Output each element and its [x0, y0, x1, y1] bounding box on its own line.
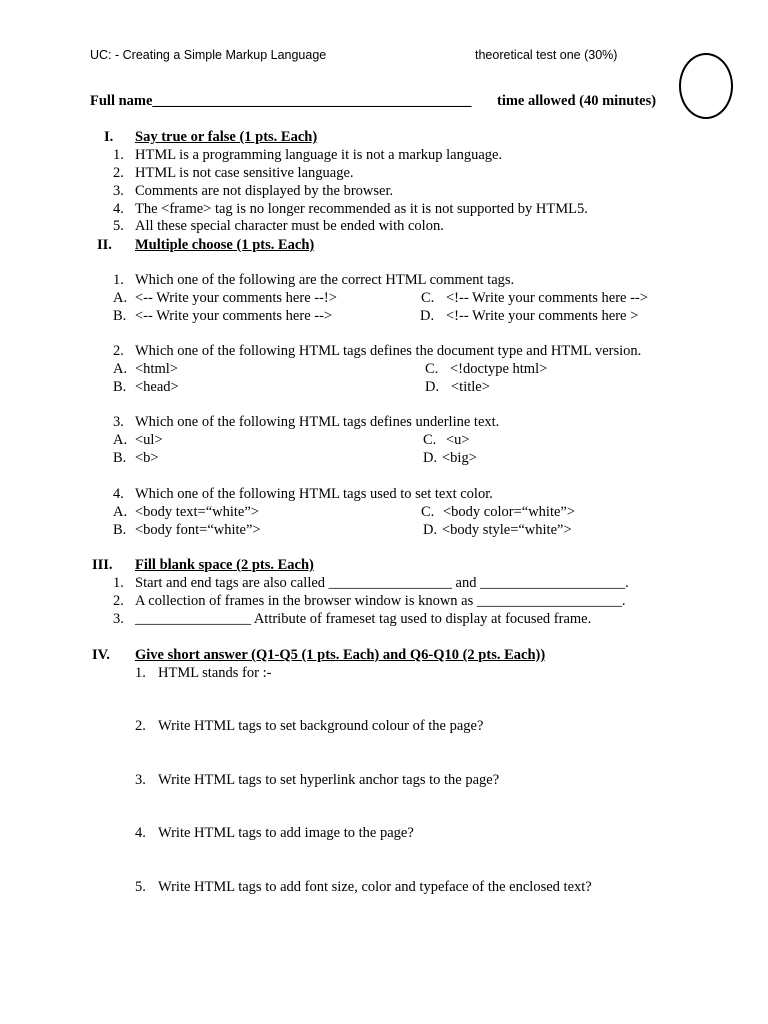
mc-option-text: <ul> [135, 432, 163, 448]
section-1-numeral: I. [104, 129, 114, 145]
mc-option-text: <b> [135, 450, 159, 466]
s1-item-text: The <frame> tag is no longer recommended as it is not supported by HTML5. [135, 201, 588, 217]
mc-option-letter: C. [423, 432, 437, 448]
s4-item-text: Write HTML tags to add font size, color and typeface of the enclosed text? [158, 879, 592, 895]
mc-option-text: <title> [451, 379, 490, 395]
s4-item-number: 5. [135, 879, 146, 895]
section-2-numeral: II. [97, 237, 112, 253]
mc-question-text: Which one of the following HTML tags defines the document type and HTML version. [135, 343, 642, 359]
mc-option-text: <!-- Write your comments here > [446, 308, 639, 324]
s3-item-number: 1. [113, 575, 124, 591]
mc-option-text: <head> [135, 379, 179, 395]
section-2-title: Multiple choose (1 pts. Each) [135, 237, 315, 253]
mc-option-text: <-- Write your comments here --> [135, 308, 333, 324]
mc-option-text: <big> [442, 450, 477, 466]
s4-item-text: Write HTML tags to add image to the page? [158, 825, 414, 841]
mc-question-number: 4. [113, 486, 124, 502]
mc-option-text: <body font=“white”> [135, 522, 261, 538]
s1-item-number: 2. [113, 165, 124, 181]
mc-option-text: <body style=“white”> [442, 522, 572, 538]
mc-option-letter: B. [113, 522, 127, 538]
section-4-numeral: IV. [92, 647, 110, 663]
s4-item-number: 4. [135, 825, 146, 841]
mc-option-letter: B. [113, 379, 127, 395]
s1-item-number: 4. [113, 201, 124, 217]
section-3-numeral: III. [92, 557, 113, 573]
mc-question-number: 3. [113, 414, 124, 430]
full-name-field: Full name____________________________________________ [90, 93, 472, 109]
s4-item-text: Write HTML tags to set hyperlink anchor tags to the page? [158, 772, 500, 788]
mc-option-letter: D. [420, 308, 435, 324]
mc-option-text: <body text=“white”> [135, 504, 259, 520]
mc-option-letter: A. [113, 361, 128, 377]
mc-option-letter: C. [425, 361, 439, 377]
mc-question-number: 2. [113, 343, 124, 359]
mc-option-text: <body color=“white”> [443, 504, 576, 520]
test-title: theoretical test one (30%) [475, 48, 618, 62]
s3-item-text: ________________ Attribute of frameset tag used to display at focused frame. [135, 611, 592, 627]
s1-item-text: All these special character must be ended with colon. [135, 218, 444, 234]
mc-option-text: <-- Write your comments here --!> [135, 290, 337, 306]
mc-option-letter: A. [113, 290, 128, 306]
s1-item-text: HTML is a programming language it is not a markup language. [135, 147, 503, 163]
s3-item-number: 3. [113, 611, 124, 627]
mc-option-letter: C. [421, 504, 435, 520]
s1-item-number: 1. [113, 147, 124, 163]
section-4-title: Give short answer (Q1-Q5 (1 pts. Each) and Q6-Q10 (2 pts. Each)) [135, 647, 546, 663]
mc-option-letter: A. [113, 504, 128, 520]
mc-option-letter: C. [421, 290, 435, 306]
mc-question-number: 1. [113, 272, 124, 288]
section-3-title: Fill blank space (2 pts. Each) [135, 557, 314, 573]
mc-question-text: Which one of the following HTML tags used to set text color. [135, 486, 493, 502]
mc-option-text: <u> [446, 432, 470, 448]
s4-item-number: 2. [135, 718, 146, 734]
unit-title: UC: - Creating a Simple Markup Language [90, 48, 327, 62]
s3-item-text: Start and end tags are also called _________________ and ____________________. [135, 575, 629, 591]
s1-item-text: HTML is not case sensitive language. [135, 165, 354, 181]
mc-option-text: <html> [135, 361, 178, 377]
mc-question-text: Which one of the following HTML tags defines underline text. [135, 414, 500, 430]
mc-option-letter: A. [113, 432, 128, 448]
mc-option-letter: D. [425, 379, 440, 395]
mc-option-text: <!doctype html> [450, 361, 548, 377]
time-allowed: time allowed (40 minutes) [497, 93, 657, 109]
s3-item-text: A collection of frames in the browser window is known as ____________________. [135, 593, 626, 609]
s3-item-number: 2. [113, 593, 124, 609]
s1-item-text: Comments are not displayed by the browser. [135, 183, 394, 199]
s4-item-text: Write HTML tags to set background colour of the page? [158, 718, 484, 734]
mc-option-letter: D. [423, 450, 438, 466]
s1-item-number: 3. [113, 183, 124, 199]
s1-item-number: 5. [113, 218, 124, 234]
s4-item-text: HTML stands for :- [158, 665, 272, 681]
s4-item-number: 3. [135, 772, 146, 788]
score-circle [679, 53, 733, 119]
s4-item-number: 1. [135, 665, 146, 681]
mc-option-letter: B. [113, 308, 127, 324]
section-1-title: Say true or false (1 pts. Each) [135, 129, 318, 145]
mc-option-letter: D. [423, 522, 438, 538]
mc-question-text: Which one of the following are the correct HTML comment tags. [135, 272, 515, 288]
mc-option-letter: B. [113, 450, 127, 466]
mc-option-text: <!-- Write your comments here --> [446, 290, 648, 306]
